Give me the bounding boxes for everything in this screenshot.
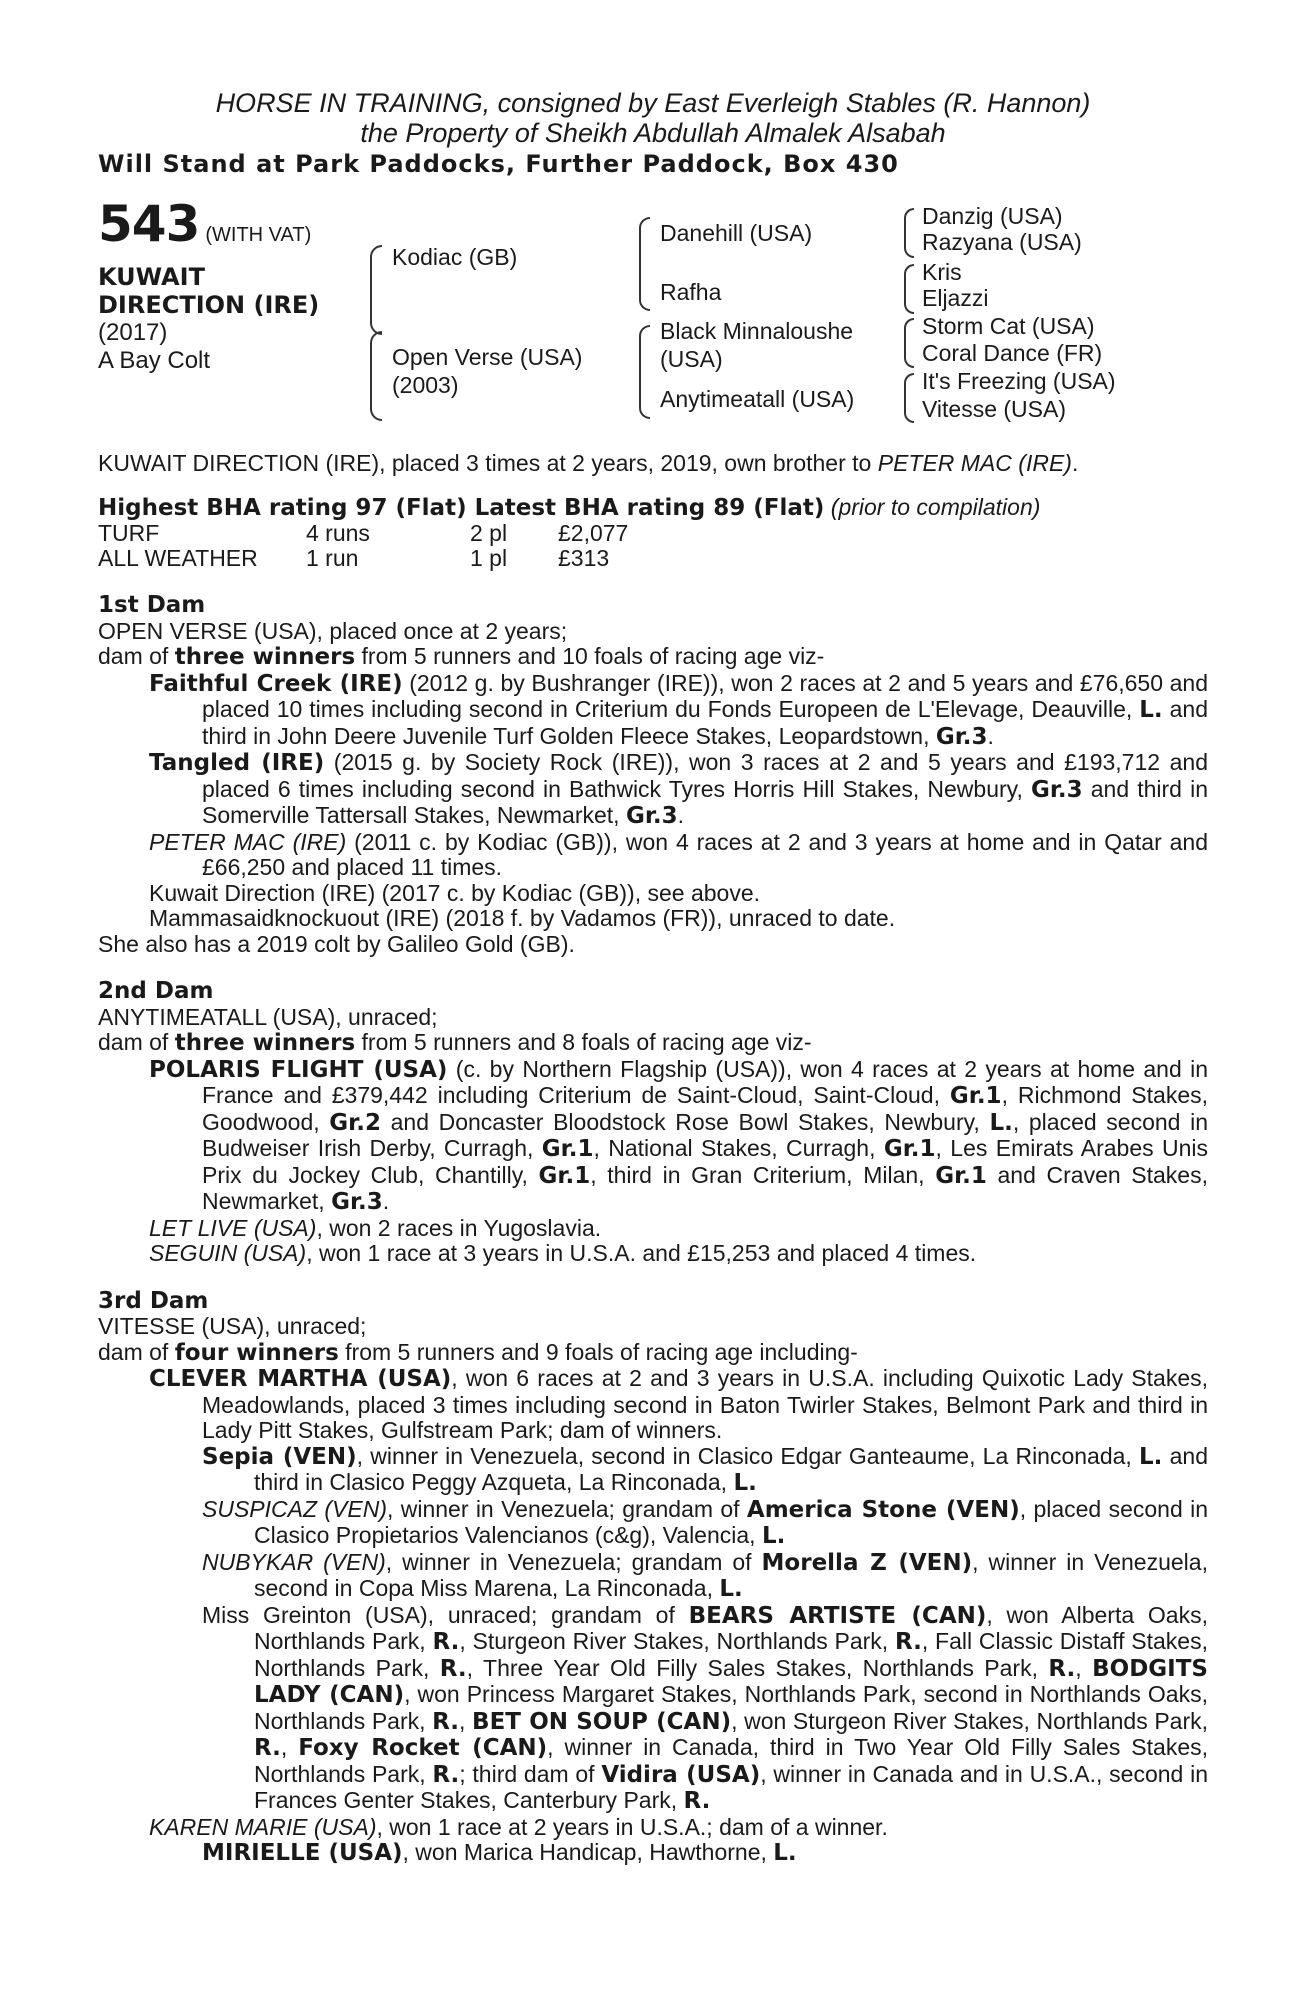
produce-entry: [98, 1815, 1208, 1841]
horse-name: KAREN MARIE (USA): [149, 1813, 377, 1840]
earnings-cell: £2,077: [558, 520, 629, 546]
first-dam-section: [98, 593, 1208, 957]
produce-entry: [98, 671, 1208, 751]
horse-name: Vidira (USA): [601, 1761, 761, 1788]
dam-brace: [370, 331, 382, 421]
summary-text: KUWAIT DIRECTION (IRE), placed 3 times at 2 years, 2019, own brother to: [98, 450, 878, 476]
grade: Gr.1: [538, 1162, 591, 1189]
text: and Craven Stakes, Newmarket,: [202, 1161, 1208, 1214]
text: from 5 runners and 8 foals of racing age viz-: [355, 1029, 812, 1055]
second-dam-heading: 2nd Dam: [98, 978, 214, 1004]
grade: R.: [683, 1788, 711, 1814]
table-row: [98, 546, 628, 571]
summary-line: [98, 451, 1208, 477]
lot-number-block: [98, 195, 312, 253]
surface-cell: TURF: [98, 520, 160, 546]
grade: Gr.3: [935, 723, 988, 750]
horse-name: SEGUIN (USA): [149, 1240, 307, 1266]
pedigree-block: [98, 195, 1208, 435]
grade: R.: [1048, 1655, 1076, 1682]
gs-brace-2: [904, 264, 914, 314]
second-dam-produce: [98, 1030, 1208, 1057]
text: and third in Somerville Tattersall Stakes, Newmarket,: [202, 775, 1208, 828]
text: ,: [459, 1707, 473, 1734]
text: dam of: [98, 643, 175, 669]
text: , won Marica Handicap, Hawthorne,: [402, 1839, 774, 1865]
horse-name: BET ON SOUP (CAN): [472, 1708, 732, 1735]
text: (c. by Northern Flagship (USA)), won 4 races at 2 years at home and in France and £379,442 including Criterium de Saint-Cloud, Saint-Cloud,: [202, 1055, 1208, 1108]
text: .: [382, 1188, 390, 1214]
third-dam-produce: [98, 1340, 1208, 1367]
ratings-note: (prior to compilation): [830, 493, 1041, 520]
text: .: [677, 802, 685, 828]
header-consignor: HORSE IN TRAINING, consigned by East Everleigh Stables (R. Hannon): [215, 88, 1091, 118]
grade: R.: [894, 1629, 922, 1655]
grade: R.: [432, 1708, 460, 1735]
text: from 5 runners and 10 foals of racing age viz-: [355, 643, 825, 669]
horse-name: PETER MAC (IRE): [149, 828, 347, 855]
lot-number: 543: [98, 195, 200, 253]
pedigree-sire-sire: Danehill (USA): [660, 220, 813, 246]
grade: L.: [989, 1109, 1013, 1136]
produce-entry: [98, 750, 1208, 830]
pedigree-sdd: Eljazzi: [922, 285, 989, 311]
surface-cell: ALL WEATHER: [98, 545, 258, 571]
grade: Gr.3: [1030, 776, 1083, 803]
horse-name: Sepia (VEN): [202, 1443, 357, 1470]
horse-name: CLEVER MARTHA (USA): [149, 1366, 452, 1392]
text: , winner in Venezuela, second in Clasico Edgar Ganteaume, La Rinconada,: [356, 1442, 1140, 1469]
grade: R.: [439, 1655, 467, 1682]
placed-cell: 2 pl: [470, 520, 508, 546]
text: dam of: [98, 1338, 175, 1365]
text: , winner in Venezuela, second in Copa Miss Marena, La Rinconada,: [254, 1548, 1208, 1601]
grade: Gr.1: [935, 1162, 987, 1189]
pedigree-dds: It's Freezing (USA): [922, 368, 1116, 394]
horse-name: Tangled (IRE): [149, 750, 325, 776]
horse-name: SUSPICAZ (VEN): [202, 1495, 387, 1522]
produce-entry: [98, 1241, 1208, 1267]
ratings-line: [98, 495, 1208, 522]
text: ; third dam of: [459, 1760, 602, 1787]
horse-description: A Bay Colt: [98, 347, 211, 374]
text: , won Princess Margaret Stakes, Northlands Park, second in Northlands Oaks, Northlands Park,: [254, 1681, 1208, 1734]
text: , won 6 races at 2 and 3 years in U.S.A. including Quixotic Lady Stakes, Meadowlands, placed 3 times including second in Baton Twirler Stakes, Belmont Park and third in Lady Pitt Stakes, Gulfstream Park; dam of winners.: [202, 1365, 1208, 1443]
grade: L.: [733, 1470, 757, 1496]
gs-brace-4: [904, 373, 914, 423]
race-record-table: [98, 521, 628, 571]
pedigree-dss: Storm Cat (USA): [922, 313, 1095, 339]
horse-name: LET LIVE (USA): [149, 1214, 317, 1241]
text: (2015 g. by Society Rock (IRE)), won 3 races at 2 and 5 years and £193,712 and placed 6 times including second in Bathwick Tyres Horris Hill Stakes, Newbury,: [202, 749, 1208, 802]
sire-brace: [370, 245, 382, 335]
text: ,: [1075, 1654, 1093, 1681]
pedigree-ssd: Razyana (USA): [922, 229, 1082, 255]
placed-cell: 1 pl: [470, 545, 508, 571]
first-dam-intro: OPEN VERSE (USA), placed once at 2 years;: [98, 617, 568, 644]
horse-name: MIRIELLE (USA): [202, 1840, 403, 1866]
text: and Doncaster Bloodstock Rose Bowl Stakes, Newbury,: [380, 1108, 990, 1135]
text: , third in Gran Criterium, Milan,: [590, 1161, 936, 1188]
pedigree-sds: Kris: [922, 259, 962, 285]
produce-entry: [98, 1216, 1208, 1242]
third-dam-section: [98, 1289, 1208, 1867]
text: and third in John Deere Juvenile Turf Golden Fleece Stakes, Leopardstown,: [202, 696, 1208, 749]
horse-name-line2: DIRECTION (IRE): [98, 291, 320, 319]
text: , won Alberta Oaks, Northlands Park,: [254, 1601, 1208, 1654]
horse-name: America Stone (VEN): [746, 1496, 1020, 1523]
produce-entry: [98, 1366, 1208, 1444]
pedigree-dam-line1: Open Verse (USA): [392, 344, 583, 370]
grade: L.: [1139, 697, 1163, 723]
text: , Fall Classic Distaff Stakes, Northlands Park,: [254, 1628, 1208, 1681]
table-row: [98, 521, 628, 546]
first-dam-produce: [98, 644, 1208, 671]
text: dam of: [98, 1029, 175, 1055]
pedigree-dam-dam: Anytimeatall (USA): [660, 386, 855, 412]
pedigree-sire-dam: Rafha: [660, 279, 722, 305]
text: , Les Emirats Arabes Unis Prix du Jockey Club, Chantilly,: [202, 1135, 1209, 1188]
grade: Gr.3: [331, 1189, 383, 1215]
header-location: Will Stand at Park Paddocks, Further Paddock, Box 430: [98, 150, 899, 178]
text: , National Stakes, Curragh,: [593, 1135, 884, 1161]
text: , placed second in Budweiser Irish Derby, Curragh,: [202, 1108, 1209, 1161]
text: , winner in Canada and in U.S.A., second in Frances Genter Stakes, Canterbury Park,: [254, 1760, 1208, 1813]
runs-cell: 1 run: [306, 545, 359, 571]
dam-sire-brace: [639, 325, 650, 419]
grade: L.: [773, 1840, 797, 1866]
third-dam-intro: VITESSE (USA), unraced;: [98, 1313, 367, 1339]
first-dam-heading: 1st Dam: [98, 592, 206, 618]
grade: Gr.1: [949, 1083, 1002, 1109]
produce-entry: [98, 1840, 1208, 1867]
text: , winner in Venezuela; grandam of: [385, 1548, 762, 1575]
summary-end: .: [1071, 450, 1079, 476]
pedigree-dam-line2: (2003): [392, 372, 459, 398]
grade: R.: [432, 1761, 460, 1788]
text-bold: three winners: [174, 1030, 356, 1056]
produce-entry: [98, 1603, 1208, 1815]
pedigree-dsd: Coral Dance (FR): [922, 340, 1103, 366]
text: , Sturgeon River Stakes, Northlands Park,: [459, 1628, 895, 1654]
produce-entry: [98, 1497, 1208, 1550]
text: , Three Year Old Filly Sales Stakes, Northlands Park,: [466, 1654, 1049, 1681]
text: , winner in Canada, third in Two Year Old Filly Sales Stakes, Northlands Park,: [254, 1734, 1208, 1787]
gs-brace-3: [904, 318, 914, 368]
text: , won 1 race at 3 years in U.S.A. and £15,253 and placed 4 times.: [306, 1240, 977, 1266]
produce-entry: [98, 830, 1208, 881]
also-note: She also has a 2019 colt by Galileo Gold (GB).: [98, 930, 575, 957]
horse-identity: [98, 263, 319, 375]
grade: Gr.1: [883, 1136, 936, 1162]
produce-entry: [98, 1550, 1208, 1603]
text: ,: [280, 1734, 299, 1760]
pedigree-ddd: Vitesse (USA): [922, 396, 1067, 422]
text: , won 2 races in Yugoslavia.: [316, 1214, 602, 1241]
text: from 5 runners and 9 foals of racing age including-: [338, 1338, 858, 1365]
text: , placed second in Clasico Propietarios Valencianos (c&g), Valencia,: [254, 1495, 1208, 1548]
vat-note: (WITH VAT): [205, 224, 312, 246]
text: Miss Greinton (USA), unraced; grandam of: [202, 1601, 689, 1628]
produce-entry: [98, 1057, 1208, 1216]
text: , won 1 race at 2 years in U.S.A.; dam of a winner.: [376, 1813, 888, 1840]
text: (2011 c. by Kodiac (GB)), won 4 races at 2 and 3 years at home and in Qatar and £66,250 and placed 11 times.: [202, 828, 1208, 880]
produce-entry: Mammasaidknockuout (IRE) (2018 f. by Vadamos (FR)), unraced to date.: [149, 905, 896, 931]
text: , winner in Venezuela; grandam of: [386, 1495, 747, 1522]
text: , Richmond Stakes, Goodwood,: [202, 1082, 1209, 1135]
pedigree-sss: Danzig (USA): [922, 203, 1063, 229]
horse-name: Morella Z (VEN): [761, 1549, 973, 1576]
text: .: [987, 722, 994, 749]
grade: R.: [432, 1629, 460, 1655]
header-owner: the Property of Sheikh Abdullah Almalek Alsabah: [360, 118, 946, 148]
horse-year: (2017): [98, 319, 168, 346]
produce-entry: Kuwait Direction (IRE) (2017 c. by Kodiac (GB)), see above.: [149, 879, 761, 906]
horse-name: NUBYKAR (VEN): [202, 1548, 386, 1575]
pedigree-sire: Kodiac (GB): [392, 244, 518, 270]
grade: R.: [254, 1735, 281, 1761]
grade: L.: [761, 1523, 786, 1549]
grade: Gr.1: [541, 1136, 594, 1162]
earnings-cell: £313: [558, 545, 610, 571]
horse-name: Foxy Rocket (CAN): [298, 1735, 548, 1761]
grade: Gr.3: [625, 803, 678, 829]
pedigree-dam-sire-line2: (USA): [660, 346, 723, 372]
second-dam-section: [98, 979, 1208, 1267]
runs-cell: 4 runs: [306, 520, 370, 546]
text-bold: three winners: [174, 644, 356, 670]
third-dam-heading: 3rd Dam: [98, 1287, 209, 1314]
catalogue-body: [98, 451, 1208, 1867]
grade: L.: [719, 1576, 743, 1602]
second-dam-intro: ANYTIMEATALL (USA), unraced;: [98, 1003, 438, 1030]
catalogue-header: [98, 88, 1208, 180]
gs-brace-1: [904, 208, 914, 258]
text: , won Sturgeon River Stakes, Northlands Park,: [731, 1707, 1209, 1734]
horse-name: Faithful Creek (IRE): [149, 670, 403, 697]
text-bold: four winners: [174, 1339, 339, 1366]
sire-sire-brace: [639, 217, 650, 311]
produce-entry: [98, 1444, 1208, 1497]
horse-name: BODGITS LADY (CAN): [254, 1655, 1208, 1708]
horse-name: POLARIS FLIGHT (USA): [149, 1056, 448, 1083]
text: and third in Clasico Peggy Azqueta, La Rinconada,: [254, 1442, 1209, 1495]
horse-name: BEARS ARTISTE (CAN): [688, 1602, 987, 1629]
summary-brother: PETER MAC (IRE): [877, 450, 1072, 476]
text: (2012 g. by Bushranger (IRE)), won 2 races at 2 and 5 years and £76,650 and placed 10 times including second in Criterium du Fonds Europeen de L'Elevage, Deauville,: [202, 669, 1208, 722]
grade: Gr.2: [329, 1109, 381, 1136]
horse-name-line1: KUWAIT: [98, 263, 205, 291]
grade: L.: [1139, 1443, 1163, 1470]
ratings-text: Highest BHA rating 97 (Flat) Latest BHA rating 89 (Flat): [98, 494, 825, 521]
pedigree-dam-sire-line1: Black Minnaloushe: [660, 318, 854, 344]
